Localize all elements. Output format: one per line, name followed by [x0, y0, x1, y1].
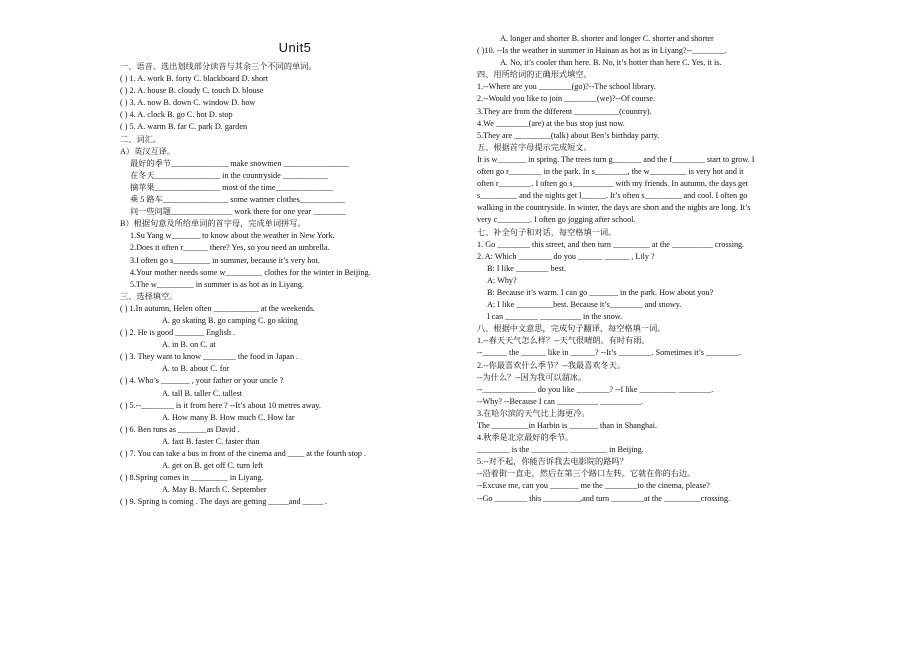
text-line: B: Because it’s warm. I can go _______ in the park. How about you?	[487, 287, 714, 297]
text-line: --为什么？--因为我可以溜冰。	[477, 372, 587, 382]
text-line: --Excuse me, can you _______ me the ________to the cinema, please?	[477, 481, 710, 491]
text-line: often go r________ in the park. In s________, the w_________ is very hot and it	[477, 167, 744, 177]
text-line: A）英汉互译。	[120, 146, 176, 156]
text-line: A. tall B. taller C. tallest	[162, 388, 243, 398]
text-line: A. go skating B. go camping C. go skiing	[162, 315, 298, 325]
text-line: B: I like ________ best.	[487, 263, 566, 273]
text-line: ( ) 4. Who’s _______ , your father or your uncle ?	[120, 376, 284, 386]
text-line: 三、选择填空。	[120, 291, 178, 301]
left-lines	[120, 61, 470, 508]
text-line: 四、用所给词的正确形式填空。	[477, 70, 592, 80]
text-line: 最好的季节______________ make snowmen ________________	[130, 158, 350, 168]
text-line: ( ) 2. He is good _______ English .	[120, 328, 236, 338]
text-line: The _________in Harbin is _______ than in Shanghai.	[477, 421, 658, 430]
text-line: often r________. I often go s__________ with my friends. In autumn, the days get	[477, 179, 749, 189]
text-line: A: Why?	[487, 275, 517, 285]
text-line: ( ) 1. A. work B. forty C. blackboard D. short	[120, 74, 269, 84]
text-line: ( ) 4. A. clock B. go C. hot D. stop	[120, 110, 233, 120]
text-line: ( ) 6. Ben runs as _______as David .	[120, 424, 240, 434]
text-line: --Go ________ this _________,and turn ________at the _________crossing.	[477, 493, 731, 503]
text-line: A. get on B. get off C. turn left	[162, 461, 264, 471]
text-line: 3.在哈尔滨的天气比上海更冷。	[477, 408, 590, 418]
text-line: --______ the ______ like in ______? --It’s ________. Sometimes it’s ________.	[477, 348, 741, 358]
text-line: --_____________ do you like ________? --I like _________ ________.	[477, 384, 714, 394]
text-line: A. in B. on C. at	[162, 340, 216, 350]
text-line: 4.We ________(are) at the bus stop just now.	[477, 118, 625, 128]
text-line: --沿着街一直走，然后在第三个路口左转。它就在你的右边。	[477, 469, 696, 479]
text-line: 在冬天________________ in the countryside ___________	[130, 170, 328, 180]
text-line: It is w_______ in spring. The trees turn g_______ and the f________ start to grow. I	[477, 154, 755, 164]
text-line: s_________ and the nights get l______. It’s often s_________ and cool. I often go	[477, 191, 748, 201]
text-line: A. No, it’s cooler than here. B. No, it’s hotter than here C. Yes, it is.	[500, 58, 722, 68]
text-line: A. May B. March C. September	[162, 485, 267, 495]
text-line: A. fast B. faster C. faster than	[162, 436, 260, 446]
text-line: walking in the countryside. In winter, the days are short and the nights are long. It’s	[477, 203, 751, 213]
text-line: ( ) 3. They want to know ________ the food in Japan .	[120, 352, 299, 362]
text-line: A. to B. about C. for	[162, 364, 230, 374]
text-line: ( ) 1.In autumn, Helen often ___________ at the weekends.	[120, 303, 316, 313]
text-line: 八、根据中文意思，完成句子翻译，每空格填一词。	[477, 324, 666, 334]
text-line: B）根据句意及所给单词的首字母，完成单词拼写。	[120, 219, 306, 229]
text-line: ( ) 5.--________ is it from here ? --It’s about 10 metres away.	[120, 400, 321, 410]
text-line: 2.Does it often r______ there? Yes, so you need an umbrella.	[130, 243, 330, 253]
text-line: ( ) 5. A. warm B. far C. park D. garden	[120, 122, 248, 132]
text-line: A. longer and shorter B. shorter and longer C. shorter and shorter	[500, 34, 714, 43]
text-line: 5.They are _________(talk) about Ben’s birthday party.	[477, 130, 660, 140]
text-line: ( ) 7. You can take a bus in front of the cinema and ____ at the fourth stop .	[120, 449, 367, 458]
text-line: ( ) 9. Spring is coming . The days are getting _____and _____ .	[120, 497, 328, 507]
text-line: I can ________ __________ in the snow.	[487, 312, 623, 322]
right-lines	[477, 33, 807, 505]
text-line: 七、补全句子和对话，每空格填一词。	[477, 227, 617, 237]
text-line: 乘 5 路车________________ some warmer clothes___________	[130, 195, 345, 205]
text-line: ( ) 2. A. house B. cloudy C. touch D. blouse	[120, 86, 264, 96]
text-line: 一、语音。选出划线部分读音与其余三个不同的单词。	[120, 62, 317, 71]
text-line: 4.秋季是北京最好的季节。	[477, 433, 574, 443]
text-line: ( ) 8.Spring comes in _________ in Liyang.	[120, 473, 264, 483]
text-line: --Why? --Because I can __________ __________.	[477, 396, 643, 406]
text-line: A: I like _________best. Because it’s________ and snowy.	[487, 300, 682, 310]
text-line: 3.They are from the different ___________(country).	[477, 106, 652, 116]
text-line: very c________. I often go jogging after school.	[477, 215, 636, 225]
text-line: 1. Go ________ this street, and then turn _________ at the __________ crossing.	[477, 239, 745, 249]
text-line: 2. A: Which ________ do you ______ ______ , Lily ?	[477, 251, 655, 261]
text-line: 3.I often go s_________ in summer, because it’s very hot.	[130, 255, 320, 265]
text-line: 摘苹果________________ most of the time______________	[130, 182, 333, 192]
text-line: ________ is the _________ _________ in Beijing.	[477, 445, 644, 455]
text-line: 二、词汇。	[120, 134, 161, 144]
page-title: Unit5	[278, 40, 312, 55]
right-column	[477, 33, 807, 505]
text-line: 4.Your mother needs some w_________ clothes for the winter in Beijing.	[130, 267, 371, 277]
text-line: ( ) 3. A. now B. down C. window D. how	[120, 98, 256, 108]
text-line: 5.--对不起，你能告诉我去电影院的路吗？	[477, 457, 628, 467]
text-line: 5.The w_________ in summer is as hot as in Liyang.	[130, 279, 304, 289]
text-line: 2.--Would you like to join ________(we)?--Of course.	[477, 94, 656, 104]
text-line: 1.--春天天气怎么样？--天气很晴朗。有时有雨。	[477, 336, 650, 346]
left-column	[120, 40, 470, 508]
text-line: ( )10. --Is the weather in summer in Hainan as hot as in Liyang?--________.	[477, 46, 727, 56]
text-line: 五、根据首字母提示完成短文。	[477, 142, 592, 152]
text-line: 1.--Where are you ________(go)?--The school library.	[477, 82, 656, 92]
text-line: 2.--你最喜欢什么季节？--我最喜欢冬天。	[477, 360, 626, 370]
text-line: A. How many B. How much C. How far	[162, 412, 295, 422]
text-line: 问一些问题_______________ work there for one year ________	[130, 207, 347, 217]
text-line: 1.Su Yang w_______ to know about the weather in New York.	[130, 231, 335, 241]
